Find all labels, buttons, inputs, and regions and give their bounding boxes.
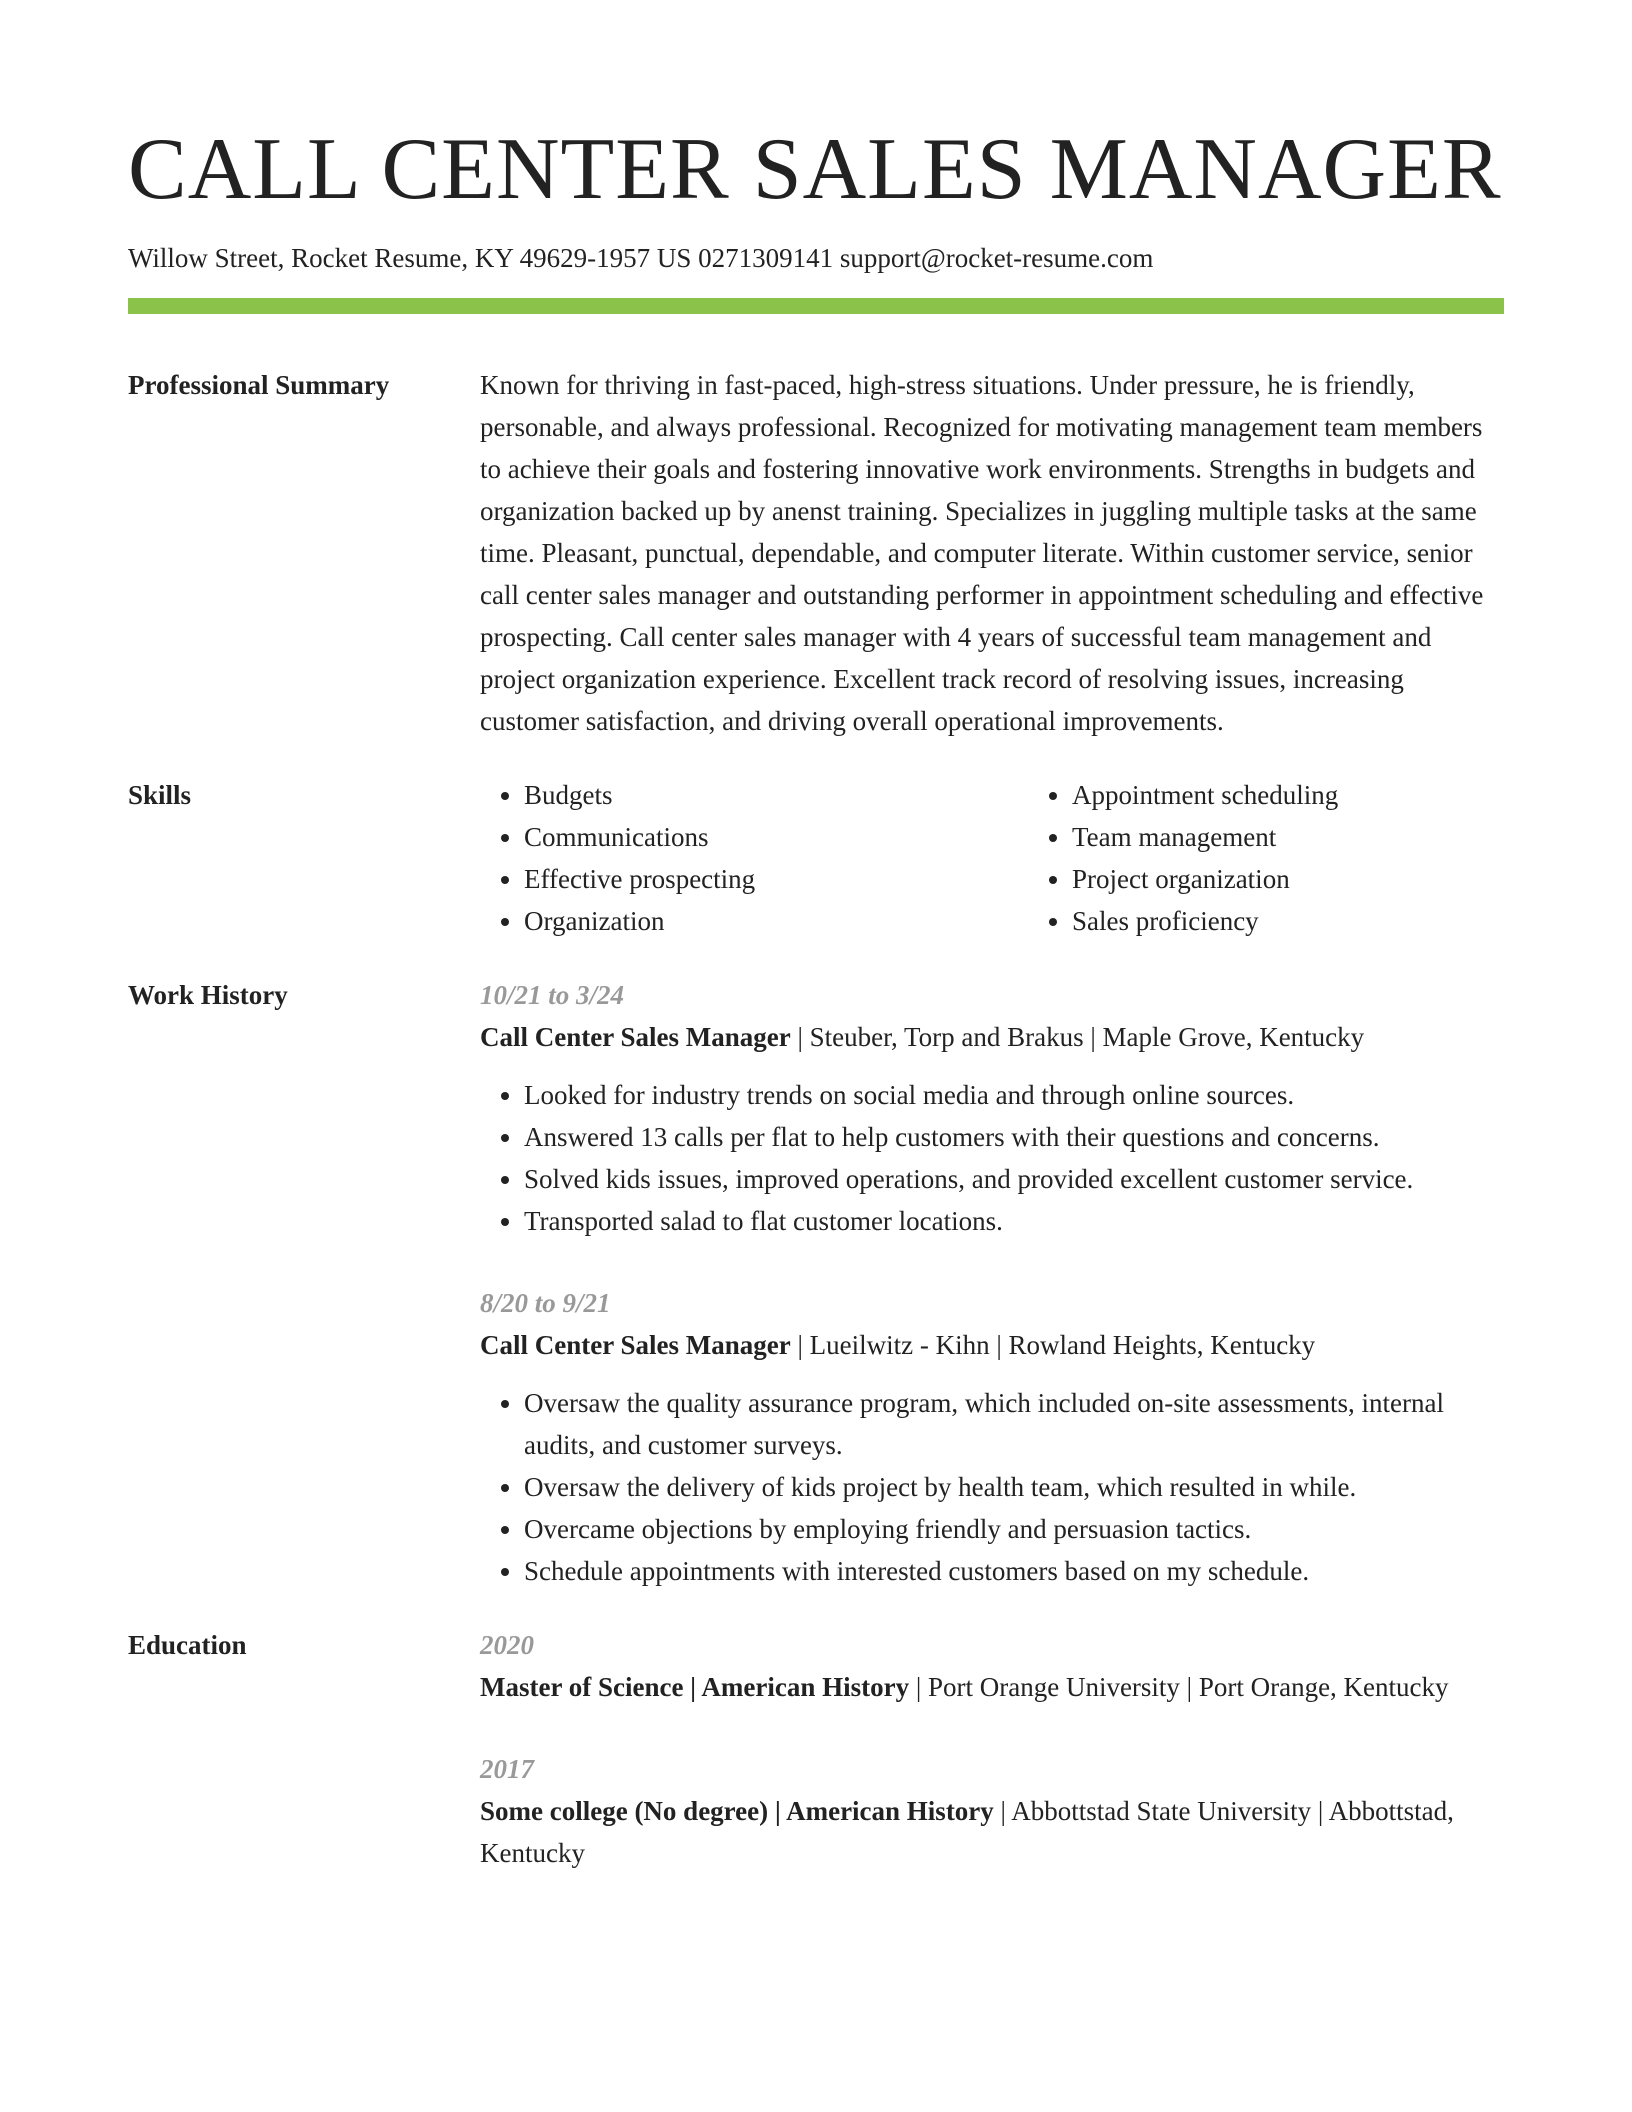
summary-section (128, 364, 1504, 742)
work-history-body (480, 974, 1504, 1592)
job-line (480, 1324, 1504, 1366)
skill-item: • Appointment scheduling (1072, 774, 1576, 816)
job-bullet: • Schedule appointments with interested customers based on my schedule. (524, 1550, 1504, 1592)
job-bullet: • Looked for industry trends on social media and through online sources. (524, 1074, 1504, 1116)
job-bullet: • Solved kids issues, improved operations, and provided excellent customer service. (524, 1158, 1504, 1200)
job-details: | Steuber, Torp and Brakus | Maple Grove, Kentucky (790, 1022, 1365, 1052)
education-entry (480, 1748, 1504, 1874)
summary-text: Known for thriving in fast-paced, high-stress situations. Under pressure, he is friendly, personable, and always professional. Recognized for motivating management team members to achieve their goals and fostering innovative work environments. Strengths in budgets and organization backed up by anenst training. Specializes in juggling multiple tasks at the same time. Pleasant, punctual, dependable, and computer literate. Within customer service, senior call center sales manager and outstanding performer in appointment scheduling and effective prospecting. Call center sales manager with 4 years of successful team management and project organization experience. Excellent track record of resolving issues, increasing customer satisfaction, and driving overall operational improvements. (480, 370, 1484, 736)
education-line (480, 1790, 1504, 1874)
job-title: Call Center Sales Manager (480, 1330, 791, 1360)
job-entry (480, 1282, 1504, 1592)
job-bullets (480, 1074, 1504, 1242)
education-degree: Some college (No degree) | American History (480, 1796, 994, 1826)
skills-grid (480, 774, 1576, 942)
skill-item: • Communications (524, 816, 1028, 858)
education-degree: Master of Science | American History (480, 1672, 910, 1702)
job-entry (480, 974, 1504, 1242)
education-body (480, 1624, 1504, 1874)
contact-line: Willow Street, Rocket Resume, KY 49629-1957 US 0271309141 support@rocket-resume.com (128, 243, 1154, 273)
job-dates: 10/21 to 3/24 (480, 980, 625, 1010)
job-bullet: • Transported salad to flat customer locations. (524, 1200, 1504, 1242)
work-history-section (128, 974, 1504, 1592)
education-year: 2017 (480, 1754, 534, 1784)
job-line (480, 1016, 1504, 1058)
skill-item: • Budgets (524, 774, 1028, 816)
job-title: Call Center Sales Manager (480, 1022, 791, 1052)
skills-list-left (480, 774, 1028, 942)
education-year: 2020 (480, 1630, 534, 1660)
resume-title: CALL CENTER SALES MANAGER (128, 121, 1502, 218)
work-history-heading: Work History (128, 980, 288, 1010)
education-heading: Education (128, 1630, 247, 1660)
education-line (480, 1666, 1504, 1708)
education-details: | Port Orange University | Port Orange, Kentucky (909, 1672, 1449, 1702)
job-bullet: • Answered 13 calls per flat to help customers with their questions and concerns. (524, 1116, 1504, 1158)
skills-list-right (1028, 774, 1576, 942)
skill-item: • Project organization (1072, 858, 1576, 900)
job-bullet: • Overcame objections by employing friendly and persuasion tactics. (524, 1508, 1504, 1550)
education-entry (480, 1624, 1504, 1708)
skills-heading: Skills (128, 780, 192, 810)
skill-item: • Team management (1072, 816, 1576, 858)
job-bullet: • Oversaw the quality assurance program, which included on-site assessments, internal audits, and customer surveys. (524, 1382, 1504, 1466)
skill-item: • Effective prospecting (524, 858, 1028, 900)
education-section (128, 1624, 1504, 1874)
job-dates: 8/20 to 9/21 (480, 1288, 611, 1318)
skills-section (128, 774, 1504, 942)
education-details: | Abbottstad State University | Abbottstad, Kentucky (480, 1796, 1454, 1868)
skill-item: • Organization (524, 900, 1028, 942)
job-bullet: • Oversaw the delivery of kids project by health team, which resulted in while. (524, 1466, 1504, 1508)
summary-heading: Professional Summary (128, 370, 390, 400)
job-details: | Lueilwitz - Kihn | Rowland Heights, Kentucky (790, 1330, 1316, 1360)
job-bullets (480, 1382, 1504, 1592)
header-divider (128, 298, 1504, 314)
skill-item: • Sales proficiency (1072, 900, 1576, 942)
